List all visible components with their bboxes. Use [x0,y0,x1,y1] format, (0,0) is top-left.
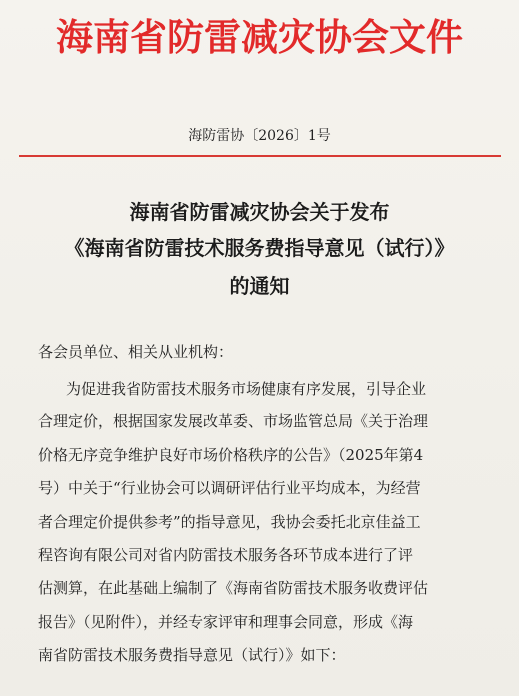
notice-title-line-1: 海南省防雷减灾协会关于发布 [129,200,390,224]
paragraph-line: 估测算，在此基础上编制了《海南省防雷技术服务收费评估 [38,579,429,597]
document-number: 海防雷协〔2026〕1号 [188,128,331,144]
paragraph-line: 价格无序竞争维护良好市场价格秩序的公告》（2025年第4 [38,446,424,464]
paragraph-line: 南省防雷技术服务费指导意见（试行）》如下： [38,646,346,664]
red-divider-rule [19,155,501,157]
paragraph-line: 号）中关于“行业协会可以调研评估行业平均成本，为经营 [38,479,421,497]
paragraph-line: 报告》（见附件），并经专家评审和理事会同意，形成《海 [38,613,414,631]
salutation: 各会员单位、相关从业机构： [38,343,234,361]
paragraph-line: 者合理定价提供参考”的指导意见，我协会委托北京佳益工 [38,513,421,531]
paragraph-line: 程咨询有限公司对省内防雷技术服务各环节成本进行了评 [38,546,414,564]
notice-title-line-3: 的通知 [229,274,290,298]
notice-title-line-2: 《海南省防雷技术服务费指导意见（试行）》 [64,236,455,260]
document-header-title: 海南省防雷减灾协会文件 [56,16,463,59]
paragraph-line: 合理定价，根据国家发展改革委、市场监管总局《关于治理 [38,412,429,430]
paragraph-line: 为促进我省防雷技术服务市场健康有序发展，引导企业 [66,380,427,398]
